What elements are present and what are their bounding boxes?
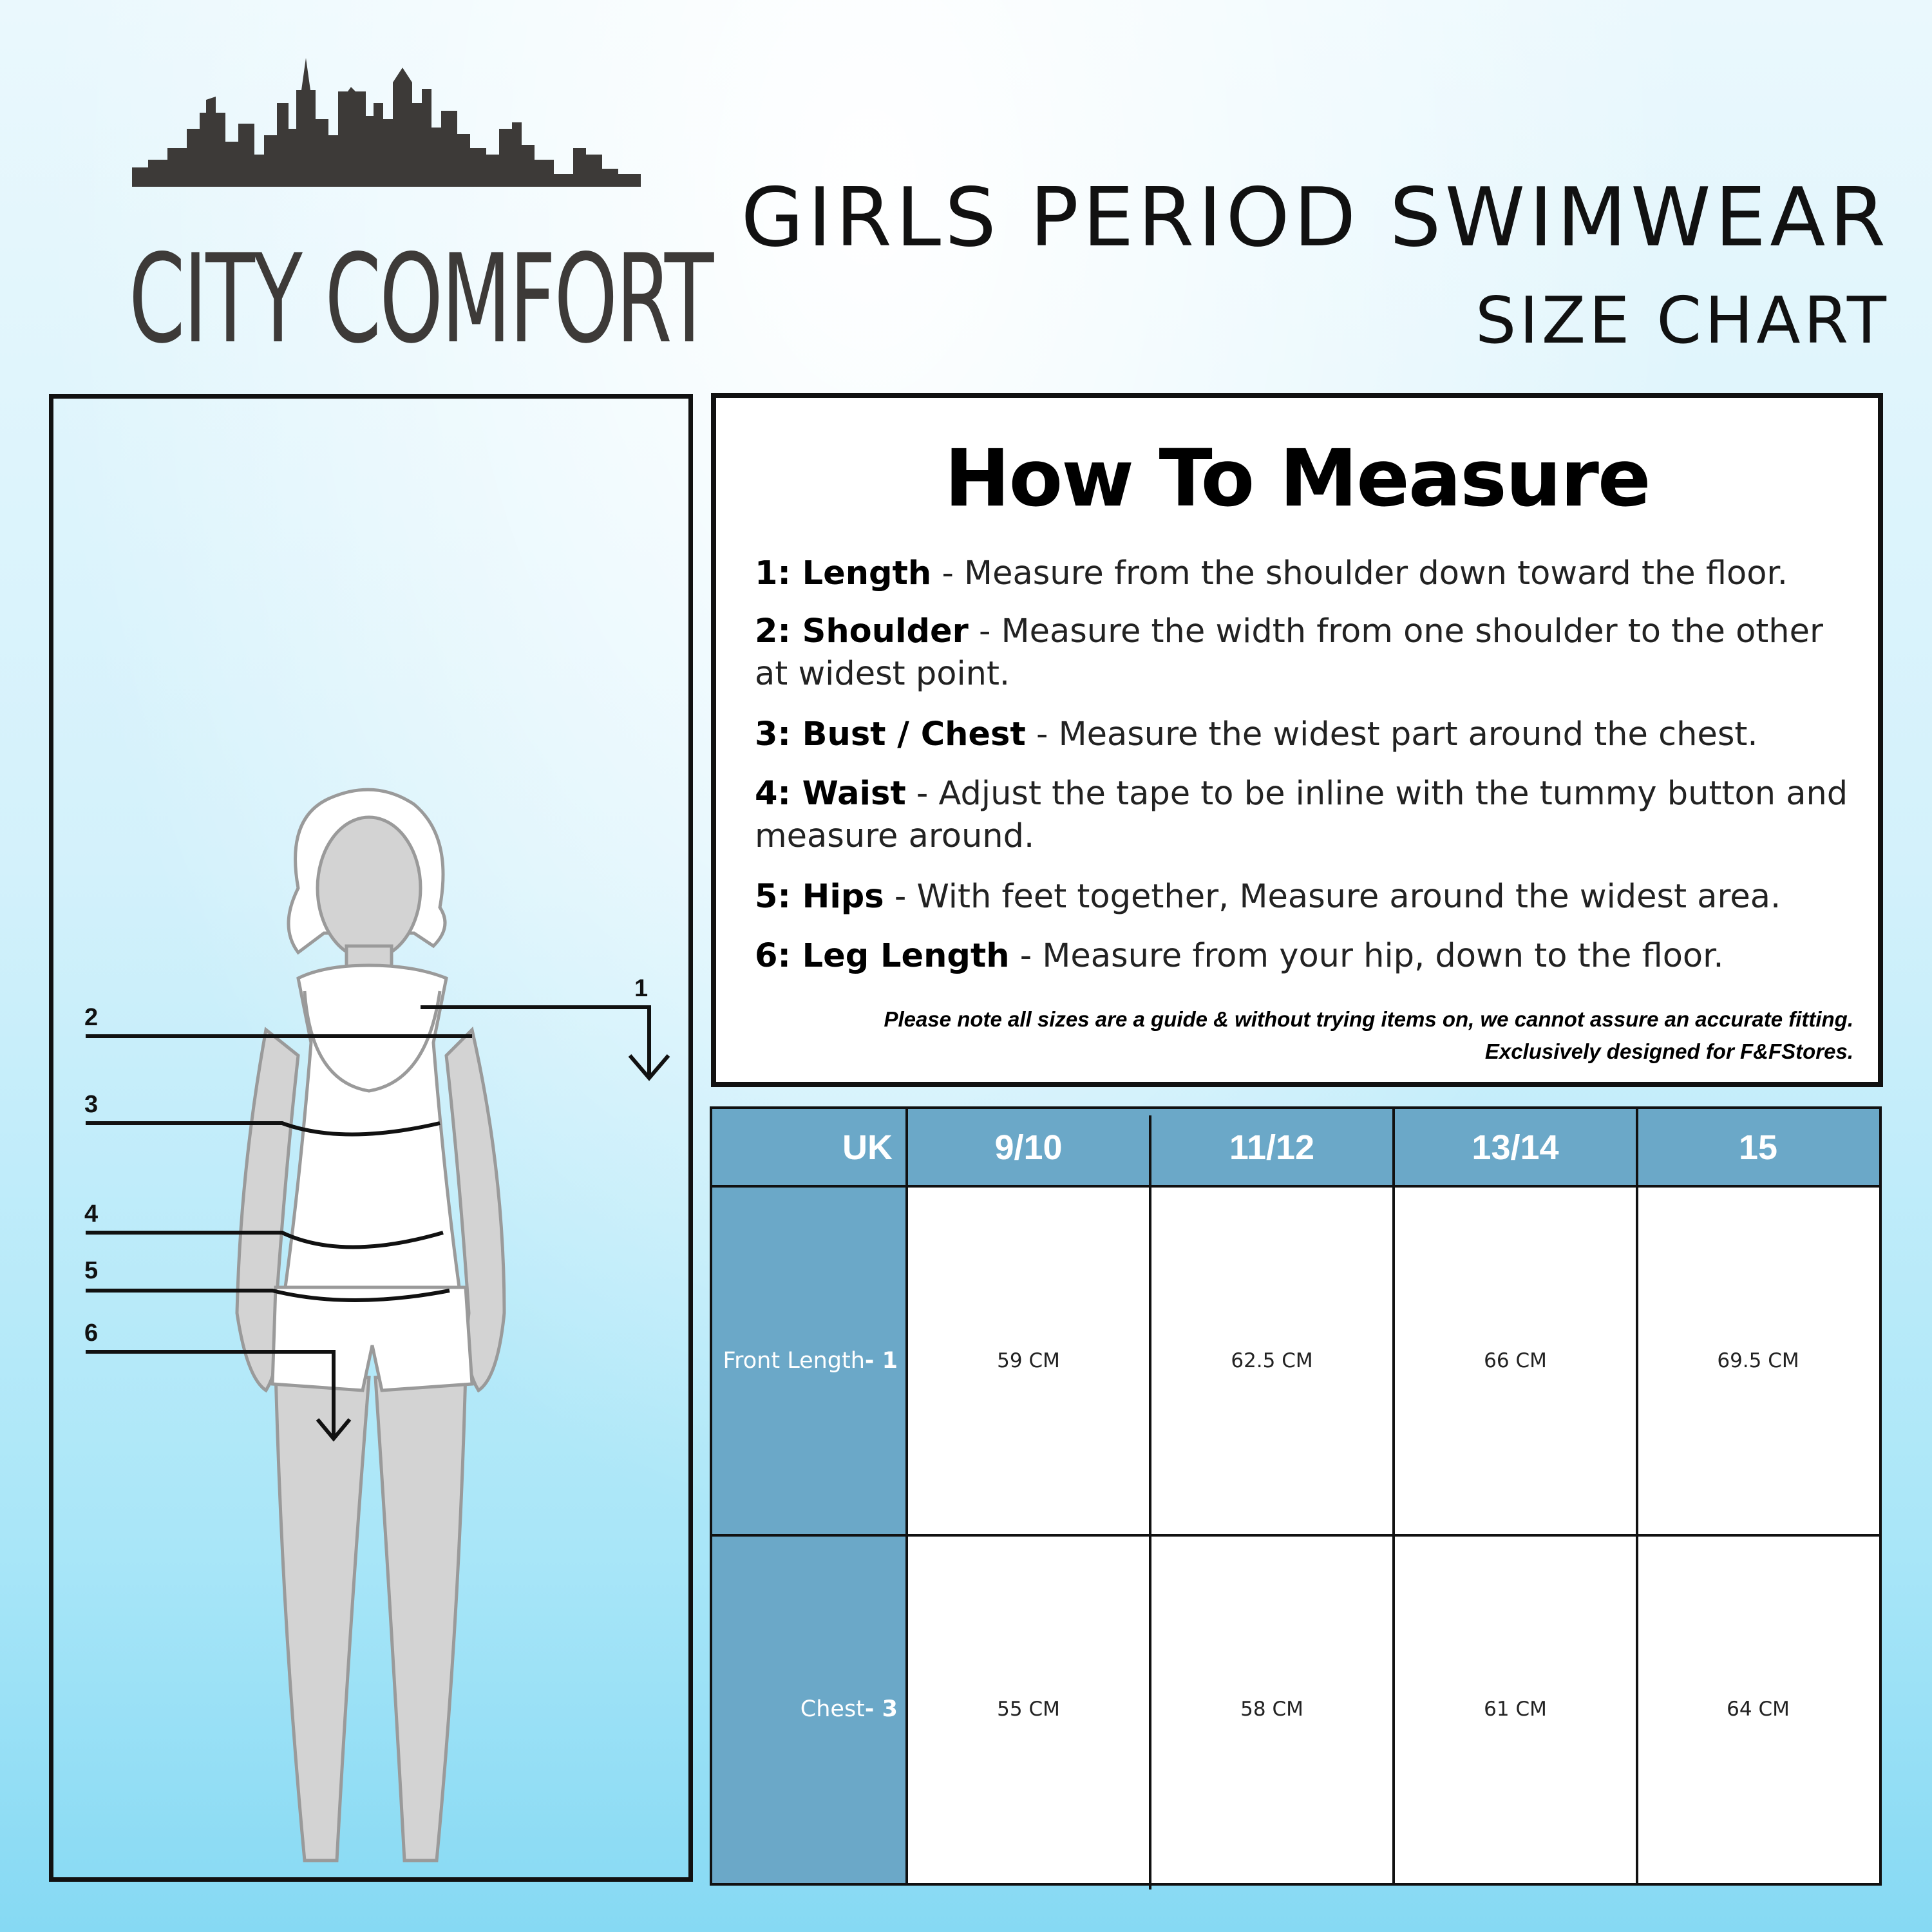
row-label: Front Length - 1 [712,1186,907,1535]
marker-5: 5 [84,1257,99,1284]
instruction-item: 5: Hips - With feet together, Measure around the widest area. [755,878,1781,916]
table-cell: 62.5 CM [1231,1349,1313,1372]
table-divider [712,1534,1879,1537]
row-label: Chest - 3 [712,1535,907,1883]
how-to-measure-panel [711,393,1883,1087]
header-cell-size: 11/12 [1150,1109,1394,1186]
marker-1: 1 [634,975,649,1002]
table-cell: 58 CM [1240,1698,1303,1721]
table-cell: 66 CM [1484,1349,1547,1372]
table-row [712,1535,1879,1883]
table-header-row [712,1109,1879,1186]
size-table [710,1106,1882,1886]
instruction-item: 6: Leg Length - Measure from your hip, down to the floor. [755,937,1724,975]
page-title: GIRLS PERIOD SWIMWEAR [741,170,1889,265]
table-divider [905,1109,908,1883]
table-divider [1636,1109,1638,1883]
brand-name: CITY COMFORT [129,228,712,370]
page-subtitle: SIZE CHART [1475,283,1889,358]
table-cell: 55 CM [997,1698,1060,1721]
instruction-item: 1: Length - Measure from the shoulder down toward the floor. [755,554,1788,592]
city-skyline-icon [129,52,644,245]
disclaimer-note: Please note all sizes are a guide & without trying items on, we cannot assure an accurate fitting. [884,1007,1853,1031]
marker-2: 2 [84,1004,99,1031]
header-cell-size: 9/10 [907,1109,1150,1186]
table-divider [712,1185,1879,1188]
exclusivity-note: Exclusively designed for F&FStores. [1484,1039,1853,1063]
body-figure-panel [49,394,693,1882]
table-divider [1149,1115,1151,1889]
marker-6: 6 [84,1320,99,1347]
table-cell: 64 CM [1727,1698,1790,1721]
marker-4: 4 [84,1200,99,1227]
header-cell-size: 15 [1637,1109,1879,1186]
brand-logo [129,52,712,370]
girl-body-figure-icon [53,399,697,1886]
instruction-item: 4: Waist - Adjust the tape to be inline with the tummy button and measure around. [755,775,1848,855]
how-to-measure-heading: How To Measure [944,433,1650,524]
header-cell-uk: UK [712,1109,907,1186]
header-cell-size: 13/14 [1394,1109,1637,1186]
table-row [712,1186,1879,1535]
instruction-item: 2: Shoulder - Measure the width from one shoulder to the other at widest point. [755,612,1823,693]
table-divider [1392,1109,1395,1883]
table-cell: 59 CM [997,1349,1060,1372]
marker-3: 3 [84,1091,99,1118]
table-cell: 69.5 CM [1717,1349,1799,1372]
instruction-item: 3: Bust / Chest - Measure the widest part around the chest. [755,715,1758,753]
table-cell: 61 CM [1484,1698,1547,1721]
